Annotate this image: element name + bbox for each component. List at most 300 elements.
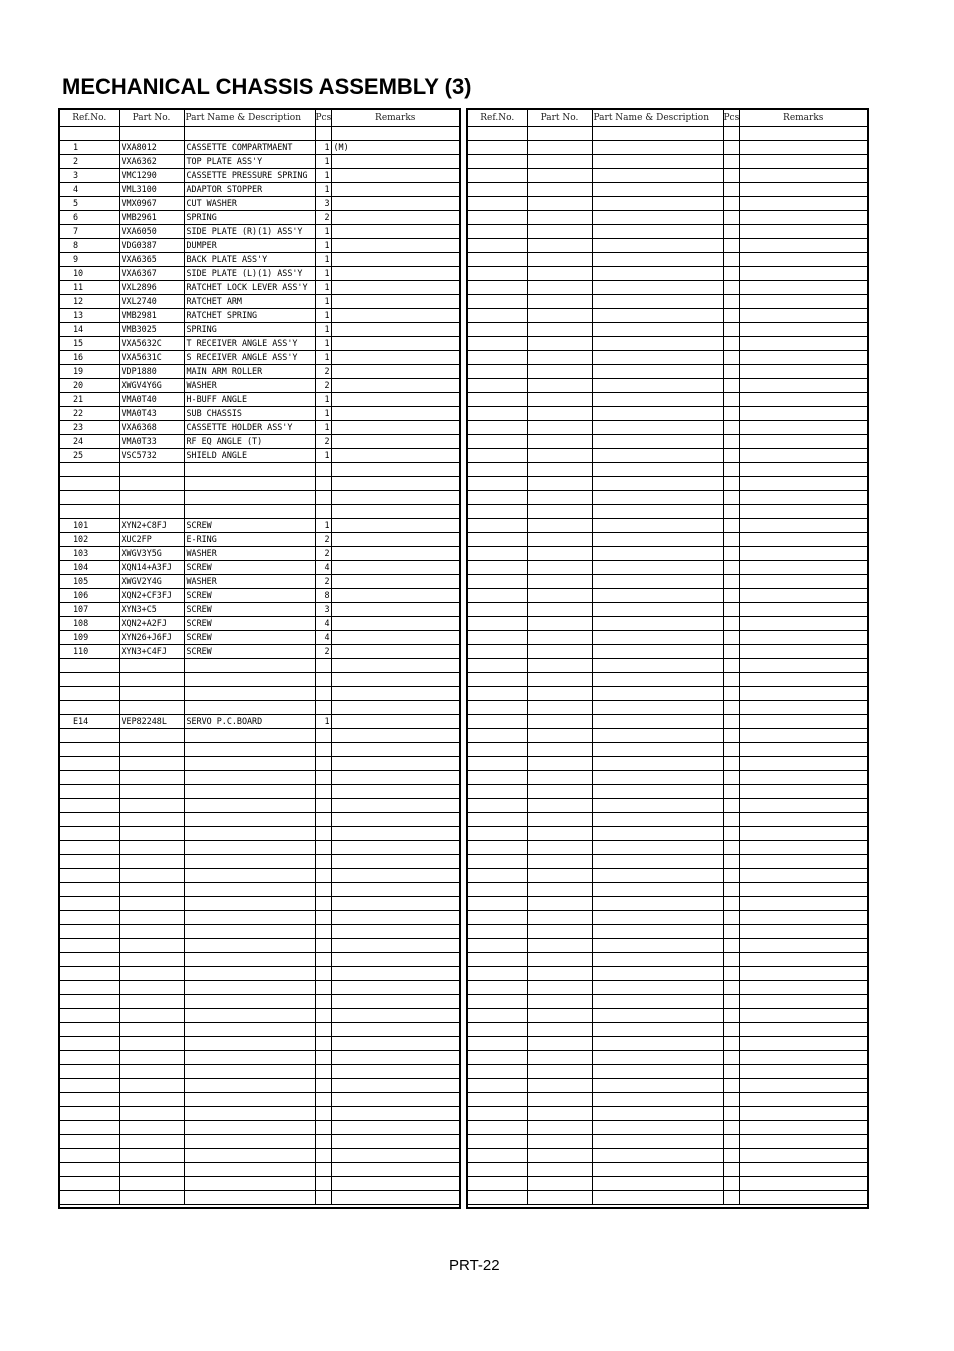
ref-cell [60, 1079, 119, 1093]
table-row [60, 1023, 459, 1037]
ref-cell [60, 757, 119, 771]
part-no-cell [119, 897, 184, 911]
description-cell [592, 421, 723, 435]
pcs-cell [723, 281, 739, 295]
pcs-cell [315, 1149, 331, 1163]
remarks-cell [331, 1107, 459, 1121]
table-row [468, 813, 867, 827]
ref-cell: 22 [60, 407, 119, 421]
table-row [60, 939, 459, 953]
ref-cell [60, 127, 119, 141]
remarks-cell [331, 659, 459, 673]
ref-cell [468, 729, 527, 743]
table-row [468, 477, 867, 491]
ref-cell [468, 701, 527, 715]
ref-cell [60, 1065, 119, 1079]
part-no-cell [527, 1093, 592, 1107]
remarks-cell [331, 673, 459, 687]
ref-cell [468, 575, 527, 589]
table-row [468, 127, 867, 141]
pcs-cell [315, 743, 331, 757]
description-cell [592, 407, 723, 421]
ref-cell [468, 1177, 527, 1191]
description-cell [592, 617, 723, 631]
part-no-cell [527, 883, 592, 897]
description-cell [184, 995, 315, 1009]
description-cell [184, 673, 315, 687]
table-row [60, 239, 459, 253]
description-cell [184, 1079, 315, 1093]
ref-cell: E14 [60, 715, 119, 729]
remarks-cell [331, 575, 459, 589]
table-row [60, 393, 459, 407]
description-cell [184, 981, 315, 995]
description-cell [592, 771, 723, 785]
remarks-cell [739, 1037, 867, 1051]
remarks-cell [331, 295, 459, 309]
description-cell: SHIELD ANGLE [184, 449, 315, 463]
ref-cell [60, 1037, 119, 1051]
part-no-cell: VXA6367 [119, 267, 184, 281]
table-row [60, 155, 459, 169]
pcs-cell [723, 197, 739, 211]
description-cell [592, 1093, 723, 1107]
table-row [468, 785, 867, 799]
part-no-cell [527, 155, 592, 169]
pcs-cell [723, 533, 739, 547]
table-row [60, 687, 459, 701]
table-row [60, 771, 459, 785]
pcs-cell [723, 911, 739, 925]
pcs-cell [315, 897, 331, 911]
remarks-cell [331, 1037, 459, 1051]
part-no-cell [527, 1079, 592, 1093]
description-cell: SPRING [184, 211, 315, 225]
table-row [60, 799, 459, 813]
remarks-cell [331, 631, 459, 645]
part-no-cell [527, 505, 592, 519]
ref-cell: 11 [60, 281, 119, 295]
table-row [60, 169, 459, 183]
table-row [60, 841, 459, 855]
ref-cell: 25 [60, 449, 119, 463]
pcs-cell [723, 1177, 739, 1191]
pcs-cell [723, 687, 739, 701]
remarks-cell [739, 365, 867, 379]
remarks-cell [739, 211, 867, 225]
table-header-row [468, 110, 867, 127]
remarks-cell [331, 617, 459, 631]
description-cell: MAIN ARM ROLLER [184, 365, 315, 379]
description-cell [592, 533, 723, 547]
remarks-cell [331, 435, 459, 449]
part-no-cell [527, 141, 592, 155]
ref-cell [468, 477, 527, 491]
pcs-cell [723, 421, 739, 435]
description-cell: S RECEIVER ANGLE ASS'Y [184, 351, 315, 365]
part-no-cell [527, 351, 592, 365]
pcs-cell [723, 323, 739, 337]
pcs-cell: 1 [315, 225, 331, 239]
description-cell [592, 155, 723, 169]
description-cell [592, 687, 723, 701]
pcs-cell [723, 1135, 739, 1149]
description-cell [592, 1079, 723, 1093]
description-cell [592, 323, 723, 337]
remarks-cell [331, 603, 459, 617]
remarks-cell [739, 393, 867, 407]
pcs-cell [723, 225, 739, 239]
part-no-cell [527, 211, 592, 225]
remarks-cell [331, 1093, 459, 1107]
pcs-cell [723, 785, 739, 799]
ref-cell [468, 715, 527, 729]
table-row [60, 1191, 459, 1205]
remarks-cell [739, 463, 867, 477]
ref-cell [468, 1023, 527, 1037]
ref-cell: 6 [60, 211, 119, 225]
description-cell [184, 505, 315, 519]
part-no-cell [527, 813, 592, 827]
remarks-cell [739, 1093, 867, 1107]
table-row [468, 435, 867, 449]
ref-cell [468, 365, 527, 379]
ref-cell: 1 [60, 141, 119, 155]
table-row [468, 715, 867, 729]
pcs-cell [723, 1107, 739, 1121]
remarks-cell [739, 155, 867, 169]
pcs-cell [723, 337, 739, 351]
part-no-cell [527, 1149, 592, 1163]
table-row [60, 603, 459, 617]
description-cell [184, 1093, 315, 1107]
part-no-cell [527, 477, 592, 491]
part-no-cell [527, 463, 592, 477]
ref-cell [468, 841, 527, 855]
pcs-cell [723, 799, 739, 813]
col-header-part: Part No. [527, 110, 592, 127]
description-cell: SIDE PLATE (L)(1) ASS'Y [184, 267, 315, 281]
part-no-cell [119, 1079, 184, 1093]
description-cell: CASSETTE PRESSURE SPRING [184, 169, 315, 183]
remarks-cell [331, 897, 459, 911]
table-row [60, 127, 459, 141]
ref-cell [60, 743, 119, 757]
table-row [468, 407, 867, 421]
col-header-remarks: Remarks [331, 110, 459, 127]
ref-cell [60, 491, 119, 505]
ref-cell [60, 813, 119, 827]
description-cell: SCREW [184, 561, 315, 575]
remarks-cell [331, 197, 459, 211]
description-cell [184, 491, 315, 505]
ref-cell [468, 155, 527, 169]
pcs-cell [315, 491, 331, 505]
description-cell [184, 1121, 315, 1135]
ref-cell [468, 1079, 527, 1093]
ref-cell: 15 [60, 337, 119, 351]
table-row [60, 463, 459, 477]
pcs-cell [723, 463, 739, 477]
pcs-cell [315, 1121, 331, 1135]
pcs-cell: 2 [315, 435, 331, 449]
table-row [468, 449, 867, 463]
table-row [60, 1149, 459, 1163]
remarks-cell [331, 491, 459, 505]
table-row [468, 1079, 867, 1093]
pcs-cell [723, 897, 739, 911]
table-row [468, 995, 867, 1009]
part-no-cell [119, 785, 184, 799]
pcs-cell [315, 1023, 331, 1037]
pcs-cell [723, 701, 739, 715]
table-row [468, 757, 867, 771]
part-no-cell [119, 1065, 184, 1079]
ref-cell [468, 281, 527, 295]
ref-cell: 21 [60, 393, 119, 407]
ref-cell [468, 491, 527, 505]
part-no-cell [527, 1163, 592, 1177]
table-row [60, 757, 459, 771]
ref-cell: 9 [60, 253, 119, 267]
table-row [60, 1177, 459, 1191]
pcs-cell [315, 883, 331, 897]
ref-cell [60, 995, 119, 1009]
part-no-cell [119, 1191, 184, 1205]
part-no-cell [527, 575, 592, 589]
remarks-cell [739, 743, 867, 757]
remarks-cell [331, 1051, 459, 1065]
description-cell [184, 967, 315, 981]
table-row [60, 631, 459, 645]
remarks-cell [331, 253, 459, 267]
ref-cell: 16 [60, 351, 119, 365]
remarks-cell [331, 715, 459, 729]
description-cell [184, 911, 315, 925]
description-cell [592, 981, 723, 995]
table-row [468, 841, 867, 855]
pcs-cell [723, 939, 739, 953]
part-no-cell [527, 309, 592, 323]
table-row [468, 295, 867, 309]
part-no-cell [119, 1149, 184, 1163]
ref-cell [60, 1093, 119, 1107]
col-header-pcs: Pcs [315, 110, 331, 127]
description-cell [592, 967, 723, 981]
description-cell: E-RING [184, 533, 315, 547]
ref-cell [468, 1051, 527, 1065]
remarks-cell [739, 1191, 867, 1205]
part-no-cell [527, 295, 592, 309]
description-cell: CASSETTE HOLDER ASS'Y [184, 421, 315, 435]
remarks-cell [331, 967, 459, 981]
description-cell: RATCHET ARM [184, 295, 315, 309]
col-header-ref: Ref.No. [468, 110, 527, 127]
description-cell [592, 743, 723, 757]
description-cell [184, 1135, 315, 1149]
ref-cell: 101 [60, 519, 119, 533]
description-cell [592, 253, 723, 267]
remarks-cell [739, 953, 867, 967]
table-row [60, 855, 459, 869]
ref-cell [468, 673, 527, 687]
part-no-cell [119, 477, 184, 491]
pcs-cell: 1 [315, 155, 331, 169]
pcs-cell [723, 673, 739, 687]
remarks-cell [331, 729, 459, 743]
ref-cell: 108 [60, 617, 119, 631]
table-row [60, 911, 459, 925]
part-no-cell [527, 645, 592, 659]
part-no-cell [119, 1121, 184, 1135]
remarks-cell [739, 589, 867, 603]
parts-list-table-continued [468, 110, 867, 1205]
pcs-cell: 1 [315, 393, 331, 407]
ref-cell [468, 547, 527, 561]
table-row [468, 1093, 867, 1107]
parts-table-left [58, 108, 461, 1209]
remarks-cell [739, 477, 867, 491]
table-header-row [60, 110, 459, 127]
pcs-cell: 3 [315, 197, 331, 211]
table-row [60, 351, 459, 365]
ref-cell: 5 [60, 197, 119, 211]
ref-cell [468, 1121, 527, 1135]
part-no-cell [119, 911, 184, 925]
description-cell: T RECEIVER ANGLE ASS'Y [184, 337, 315, 351]
remarks-cell [331, 995, 459, 1009]
pcs-cell [723, 1023, 739, 1037]
part-no-cell [527, 379, 592, 393]
remarks-cell [331, 869, 459, 883]
remarks-cell [739, 967, 867, 981]
ref-cell [468, 687, 527, 701]
pcs-cell [723, 169, 739, 183]
description-cell: TOP PLATE ASS'Y [184, 155, 315, 169]
part-no-cell [119, 1009, 184, 1023]
ref-cell [468, 883, 527, 897]
remarks-cell [331, 855, 459, 869]
remarks-cell [331, 953, 459, 967]
table-row [468, 253, 867, 267]
pcs-cell [315, 1065, 331, 1079]
remarks-cell [331, 169, 459, 183]
ref-cell [468, 1107, 527, 1121]
remarks-cell [331, 239, 459, 253]
description-cell [592, 575, 723, 589]
remarks-cell [331, 1009, 459, 1023]
part-no-cell: XYN3+C4FJ [119, 645, 184, 659]
ref-cell [60, 659, 119, 673]
description-cell [592, 449, 723, 463]
remarks-cell [739, 995, 867, 1009]
pcs-cell [723, 365, 739, 379]
remarks-cell [739, 197, 867, 211]
pcs-cell [723, 1051, 739, 1065]
pcs-cell [723, 953, 739, 967]
pcs-cell [723, 183, 739, 197]
part-no-cell [527, 253, 592, 267]
col-header-pcs: Pcs [723, 110, 739, 127]
ref-cell [468, 1093, 527, 1107]
ref-cell: 8 [60, 239, 119, 253]
part-no-cell [527, 1065, 592, 1079]
description-cell [592, 813, 723, 827]
part-no-cell: VEP82248L [119, 715, 184, 729]
part-no-cell [119, 673, 184, 687]
remarks-cell [331, 561, 459, 575]
description-cell: SCREW [184, 645, 315, 659]
ref-cell [468, 897, 527, 911]
table-row [468, 673, 867, 687]
ref-cell [468, 169, 527, 183]
ref-cell [468, 309, 527, 323]
part-no-cell [527, 169, 592, 183]
pcs-cell [315, 785, 331, 799]
table-row [468, 491, 867, 505]
ref-cell [468, 995, 527, 1009]
description-cell [592, 603, 723, 617]
table-row [468, 1107, 867, 1121]
description-cell [184, 1107, 315, 1121]
table-row [468, 547, 867, 561]
page-title: MECHANICAL CHASSIS ASSEMBLY (3) [62, 74, 472, 99]
description-cell [184, 743, 315, 757]
table-row [468, 197, 867, 211]
description-cell [184, 1163, 315, 1177]
pcs-cell [315, 953, 331, 967]
part-no-cell: VXA6365 [119, 253, 184, 267]
pcs-cell [315, 1079, 331, 1093]
table-row [60, 519, 459, 533]
ref-cell [468, 197, 527, 211]
part-no-cell [527, 953, 592, 967]
ref-cell: 105 [60, 575, 119, 589]
description-cell [592, 589, 723, 603]
part-no-cell [527, 799, 592, 813]
remarks-cell [739, 841, 867, 855]
remarks-cell [739, 687, 867, 701]
table-row [60, 295, 459, 309]
pcs-cell: 1 [315, 421, 331, 435]
part-no-cell [527, 1177, 592, 1191]
remarks-cell [739, 379, 867, 393]
description-cell [592, 673, 723, 687]
part-no-cell [527, 393, 592, 407]
pcs-cell: 3 [315, 603, 331, 617]
part-no-cell: VXA8012 [119, 141, 184, 155]
pcs-cell [723, 771, 739, 785]
remarks-cell [739, 1051, 867, 1065]
part-no-cell: XYN26+J6FJ [119, 631, 184, 645]
table-row [60, 1051, 459, 1065]
description-cell [184, 659, 315, 673]
table-row [60, 561, 459, 575]
ref-cell: 19 [60, 365, 119, 379]
table-row [468, 897, 867, 911]
description-cell [184, 827, 315, 841]
ref-cell [60, 1149, 119, 1163]
remarks-cell [739, 421, 867, 435]
ref-cell [468, 295, 527, 309]
description-cell: SCREW [184, 603, 315, 617]
part-no-cell [527, 1009, 592, 1023]
table-row [468, 183, 867, 197]
pcs-cell [315, 1191, 331, 1205]
ref-cell [468, 589, 527, 603]
remarks-cell [331, 127, 459, 141]
table-row [60, 421, 459, 435]
